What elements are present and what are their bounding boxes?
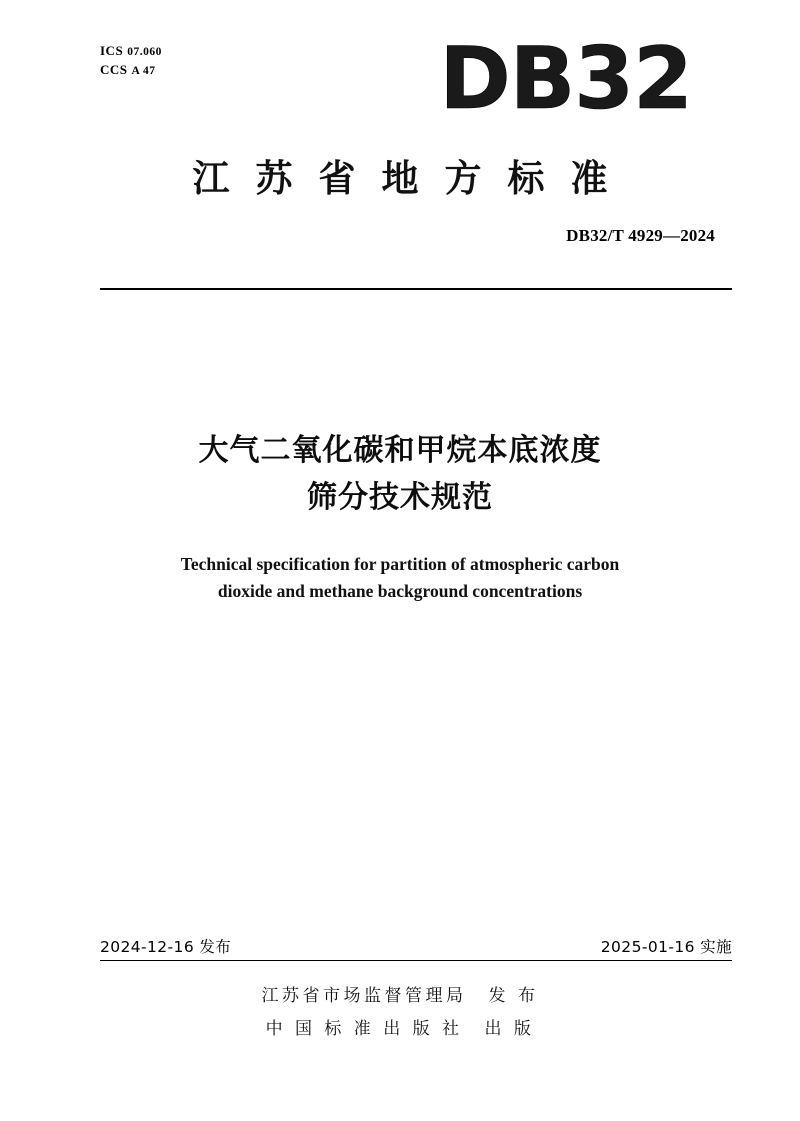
ccs-code-line bbox=[100, 61, 162, 80]
province-standard-heading: 江苏省地方标准 bbox=[192, 157, 634, 200]
ccs-label: CCS bbox=[100, 61, 128, 77]
ccs-value: A 47 bbox=[131, 64, 156, 77]
title-line-1: 大气二氧化碳和甲烷本底浓度 bbox=[198, 433, 602, 468]
effective-date: 2025-01-16 实施 bbox=[600, 938, 732, 956]
title-line-2: 筛分技术规范 bbox=[307, 479, 493, 515]
ics-code-line bbox=[100, 42, 162, 61]
english-title-line-2: dioxide and methane background concentrations bbox=[217, 581, 583, 602]
publisher-block bbox=[0, 980, 800, 1046]
publisher-organization: 江苏省市场监督管理局 bbox=[261, 986, 467, 1006]
ics-value: 07.060 bbox=[127, 46, 162, 58]
publisher-row bbox=[0, 980, 800, 1013]
english-title-line-1: Technical specification for partition of atmospheric carbon bbox=[180, 554, 620, 574]
ics-label: ICS bbox=[100, 43, 124, 58]
press-organization: 中 国 标 准 出 版 社 bbox=[265, 1019, 463, 1040]
english-title bbox=[0, 551, 800, 605]
issue-date: 2024-12-16 发布 bbox=[100, 938, 232, 956]
divider-top bbox=[100, 288, 732, 290]
page-title bbox=[0, 428, 800, 521]
publisher-action: 发 布 bbox=[488, 986, 539, 1006]
divider-bottom bbox=[100, 960, 732, 961]
press-row bbox=[0, 1013, 800, 1046]
press-action: 出 版 bbox=[484, 1019, 535, 1040]
classification-codes bbox=[100, 42, 162, 80]
db32-logo: DB32 bbox=[439, 29, 692, 129]
standard-number: DB32/T 4929—2024 bbox=[566, 226, 715, 245]
